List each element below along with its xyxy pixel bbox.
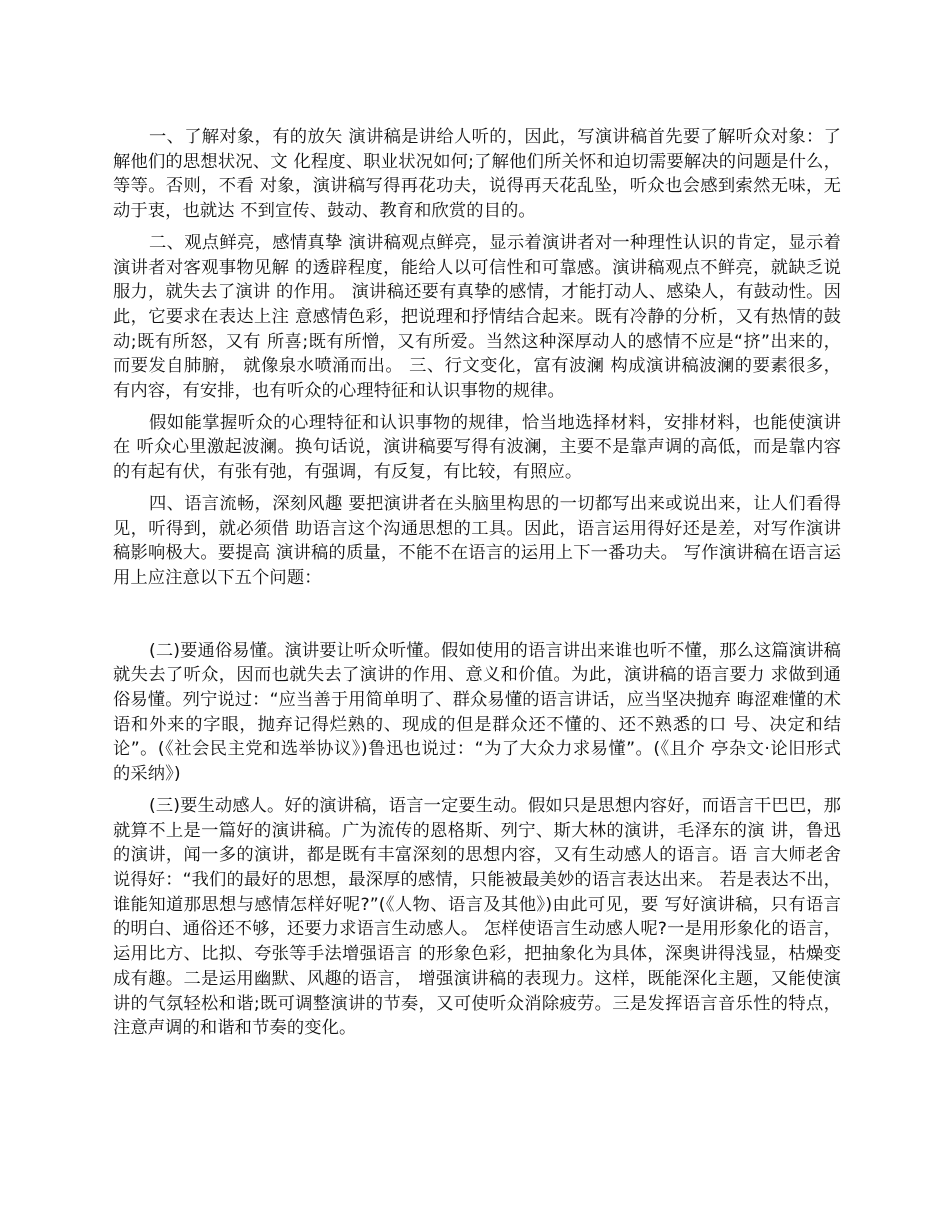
paragraph-easy-to-understand: (二)要通俗易懂。演讲要让听众听懂。假如使用的语言讲出来谁也听不懂，那么这篇演讲稿就失去了听众，因而也就失去了演讲的作用、意义和价值。为此，演讲稿的语言要力 求做到通俗易懂。列宁说过：“应当善于用简单明了、群众易懂的语言讲话，应当坚决抛弃 晦涩难懂的术语和外来的字眼，抛弃记得烂熟的、现成的但是群众还不懂的、还不熟悉的口 号、决定和结论”。(《社会民主党和选举协议》)鲁迅也说过：“为了大众力求易懂”。(《且介 亭杂文·论旧形式的采纳》) bbox=[113, 640, 841, 785]
paragraph-vivid-moving: (三)要生动感人。好的演讲稿，语言一定要生动。假如只是思想内容好，而语言干巴巴，那就算不上是一篇好的演讲稿。广为流传的恩格斯、列宁、斯大林的演讲，毛泽东的演 讲，鲁迅的演讲，闻一多的演讲，都是既有丰富深刻的思想内容，又有生动感人的语言。语 言大师老舍说得好：“我们的最好的思想，最深厚的感情，只能被最美妙的语言表达出来。 若是表达不出，谁能知道那思想与感情怎样好呢?”(《人物、语言及其他》)由此可见，要 写好演讲稿，只有语言的明白、通俗还不够，还要力求语言生动感人。 怎样使语言生动感人呢?一是用形象化的语言，运用比方、比拟、夸张等手法增强语言 的形象色彩，把抽象化为具体，深奥讲得浅显，枯燥变成有趣。二是运用幽默、风趣的语言， 增强演讲稿的表现力。这样，既能深化主题，又能使演讲的气氛轻松和谐;既可调整演讲的节奏，又可使听众消除疲劳。三是发挥语言音乐性的特点，注意声调的和谐和节奏的变化。 bbox=[113, 795, 841, 1039]
document-body bbox=[113, 125, 841, 1041]
paragraph-clear-viewpoint: 二、观点鲜亮，感情真挚 演讲稿观点鲜亮，显示着演讲者对一种理性认识的肯定，显示着演讲者对客观事物见解 的透辟程度，能给人以可信性和可靠感。演讲稿观点不鲜亮，就缺乏说服力，就失去了演讲 的作用。 演讲稿还要有真挚的感情，才能打动人、感染人，有鼓动性。因此，它要求在表达上注 意感情色彩，把说理和抒情结合起来。既有冷静的分析，又有热情的鼓动;既有所怒，又有 所喜;既有所憎，又有所爱。当然这种深厚动人的感情不应是“挤”出来的，而要发自肺腑， 就像泉水喷涌而出。 三、行文变化，富有波澜 构成演讲稿波澜的要素很多，有内容，有安排，也有听众的心理特征和认识事物的规律。 bbox=[113, 232, 841, 402]
paragraph-understand-audience: 一、了解对象，有的放矢 演讲稿是讲给人听的，因此，写演讲稿首先要了解听众对象：了解他们的思想状况、文 化程度、职业状况如何;了解他们所关怀和迫切需要解决的问题是什么，等等。否则，不看 对象，演讲稿写得再花功夫，说得再天花乱坠，听众也会感到索然无味，无动于衷，也就达 不到宣传、鼓动、教育和欣赏的目的。 bbox=[113, 127, 841, 222]
paragraph-master-psychology: 假如能掌握听众的心理特征和认识事物的规律，恰当地选择材料，安排材料，也能使演讲在 听众心里激起波澜。换句话说，演讲稿要写得有波澜，主要不是靠声调的高低，而是靠内容 的有起有伏，有张有弛，有强调，有反复，有比较，有照应。 bbox=[113, 412, 841, 483]
paragraph-fluent-language: 四、语言流畅，深刻风趣 要把演讲者在头脑里构思的一切都写出来或说出来，让人们看得见，听得到，就必须借 助语言这个沟通思想的工具。因此，语言运用得好还是差，对写作演讲稿影响极大。要提高 演讲稿的质量，不能不在语言的运用上下一番功夫。 写作演讲稿在语言运用上应注意以下五个问题： bbox=[113, 493, 841, 588]
